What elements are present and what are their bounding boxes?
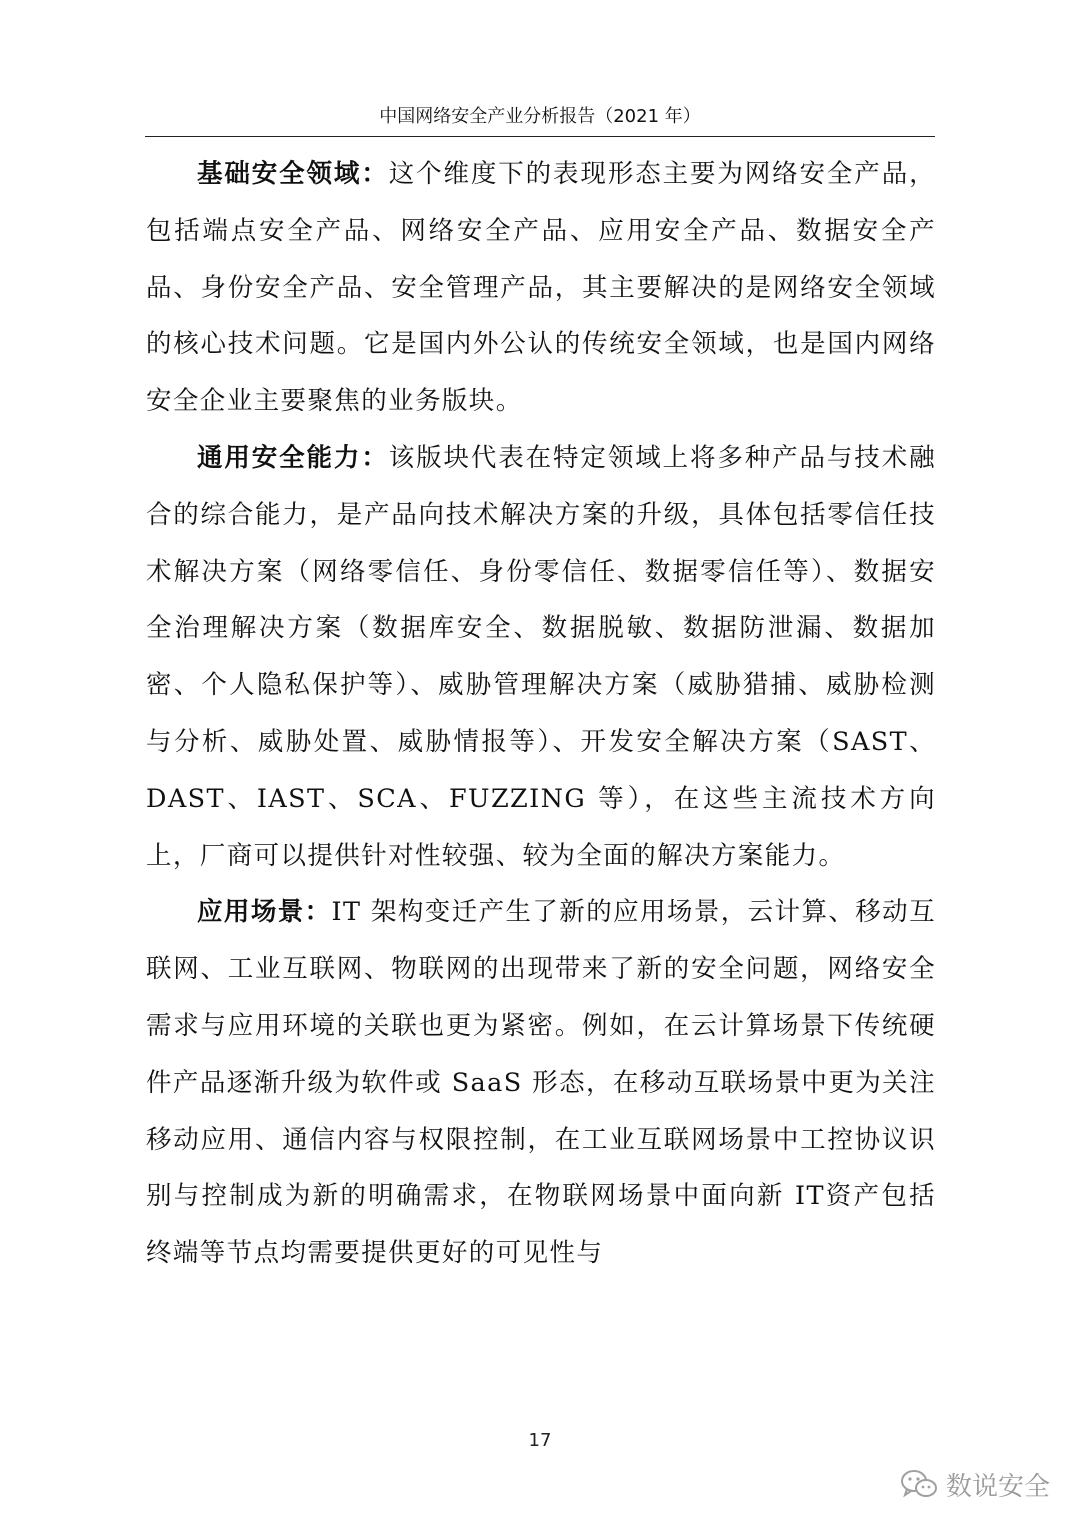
body-text — [146, 146, 936, 1282]
paragraph-heading: 通用安全能力： — [197, 442, 389, 473]
paragraph-text: 该版块代表在特定领域上将多种产品与技术融合的综合能力，是产品向技术解决方案的升级，具体包括零信任技术解决方案（网络零信任、身份零信任、数据零信任等）、数据安全治理解决方案（数据库安全、数据脱敏、数据防泄漏、数据加密、个人隐私保护等）、威胁管理解决方案（威胁猎捕、威胁检测与分析、威胁处置、威胁情报等）、开发安全解决方案（SAST、DAST、IAST、SCA、FUZZING 等），在这些主流技术方向上，厂商可以提供针对性较强、较为全面的解决方案能力。 — [146, 442, 936, 871]
paragraph-text: IT 架构变迁产生了新的应用场景，云计算、移动互联网、工业互联网、物联网的出现带来了新的安全问题，网络安全需求与应用环境的关联也更为紧密。例如，在云计算场景下传统硬件产品逐渐升级为软件或 SaaS 形态，在移动互联场景中更为关注移动应用、通信内容与权限控制，在工业互联网场景中工控协议识别与控制成为新的明确需求，在物联网场景中面向新 IT资产包括终端等节点均需要提供更好的可见性与 — [146, 897, 936, 1269]
paragraph-application-scenarios — [146, 884, 936, 1282]
watermark — [900, 1464, 1050, 1504]
header-rule — [145, 136, 935, 137]
watermark-text: 数说安全 — [945, 1471, 1050, 1502]
wechat-icon — [900, 1468, 938, 1500]
page-header: 中国网络安全产业分析报告（2021 年） — [379, 106, 701, 127]
paragraph-basic-security — [146, 146, 936, 430]
paragraph-text: 这个维度下的表现形态主要为网络安全产品，包括端点安全产品、网络安全产品、应用安全产品、数据安全产品、身份安全产品、安全管理产品，其主要解决的是网络安全领域的核心技术问题。它是国内外公认的传统安全领域，也是国内网络安全企业主要聚焦的业务版块。 — [146, 159, 936, 417]
page-number: 17 — [528, 1430, 552, 1451]
paragraph-heading: 基础安全领域： — [197, 159, 389, 189]
paragraph-general-capability — [146, 430, 936, 884]
paragraph-heading: 应用场景： — [197, 897, 332, 928]
